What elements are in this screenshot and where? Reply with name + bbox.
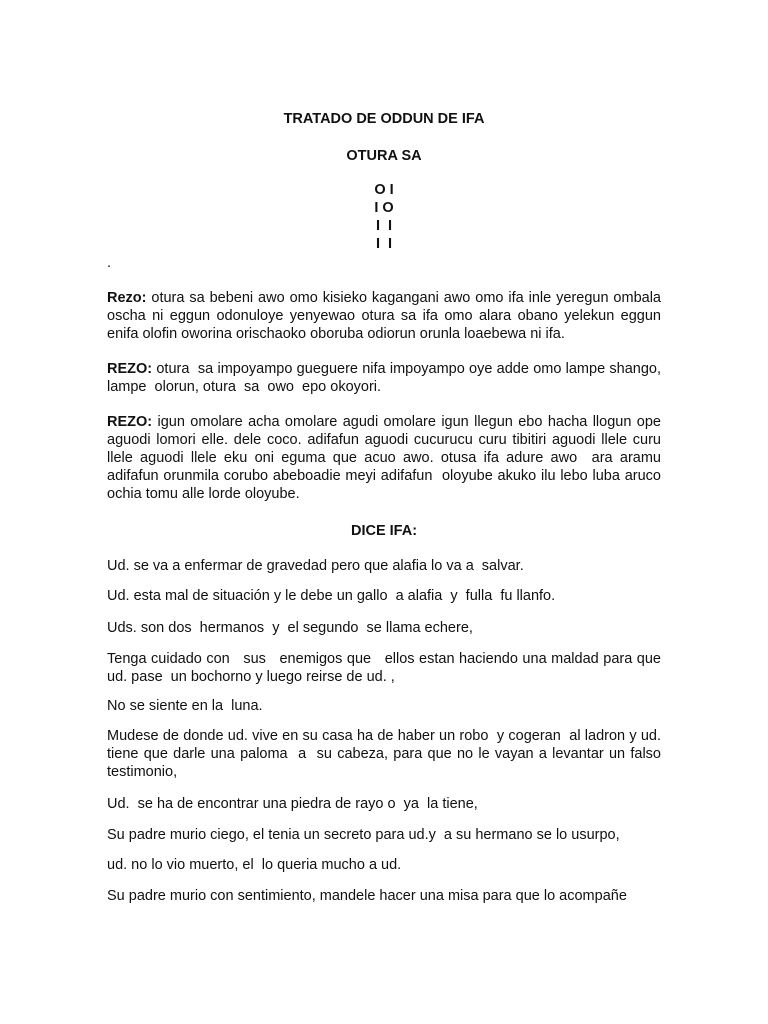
dice-item: Tenga cuidado con sus enemigos que ellos estan haciendo una maldad para que ud. pase un bochorno y luego reirse de ud. , [107, 651, 666, 685]
rezo-text: otura sa impoyampo gueguere nifa impoyampo oye adde omo lampe shango, lampe olorun, otura sa owo epo okoyori. [107, 361, 666, 395]
dice-item: No se siente en la luna. [107, 698, 263, 714]
dice-item: Su padre murio con sentimiento, mandele hacer una misa para que lo acompañe [107, 888, 627, 904]
document-title: TRATADO DE ODDUN DE IFA [283, 111, 485, 127]
rezo-paragraph-3 [107, 413, 666, 503]
dice-item: Uds. son dos hermanos y el segundo se llama echere, [107, 620, 473, 636]
dice-item: Mudese de donde ud. vive en su casa ha de haber un robo y cogeran al ladron y ud. tiene que darle una paloma a su cabeza, para que no le vayan a levantar un falso testimonio, [107, 728, 670, 780]
rezo-text: igun omolare acha omolare agudi omolare igun llegun ebo hacha llogun ope aguodi lomori elle. dele coco. adifafun aguodi cucurucu curu tibitiri aguodi llele curu llele aguodi llele eku oni eguma que acuo awo. otusa ifa adure awo ara aramu adifafun orunmila corubo abeboadie meyi adifafun oloyube akuko ilu lebo luba aruco ochia tomu alle lorde oloyube. [107, 414, 666, 502]
sign-line-4: I I [375, 236, 393, 252]
stray-dot: . [107, 255, 112, 271]
sign-line-3: I I [375, 218, 393, 234]
rezo-paragraph-2 [107, 360, 666, 396]
rezo-paragraph-1 [107, 289, 666, 343]
dice-item: Ud. se va a enfermar de gravedad pero que alafia lo va a salvar. [107, 558, 524, 574]
dice-item: Ud. esta mal de situación y le debe un gallo a alafia y fulla fu llanfo. [107, 588, 556, 604]
sign-line-1: O I [374, 182, 394, 198]
rezo-label: REZO: [107, 361, 153, 377]
rezo-text: otura sa bebeni awo omo kisieko kagangani awo omo ifa inle yeregun ombala oscha ni eggun odonuloye yenyewao otura sa ifa omo alara obano yelekun eggun enifa olofin oworina orischaoko oboruba odiorun orunla loaebewa ni ifa. [107, 290, 666, 342]
dice-item: Su padre murio ciego, el tenia un secreto para ud.y a su hermano se lo usurpo, [107, 827, 620, 843]
dice-item: Ud. se ha de encontrar una piedra de rayo o ya la tiene, [107, 796, 478, 812]
sign-line-2: I O [374, 200, 394, 216]
dice-item: ud. no lo vio muerto, el lo queria mucho a ud. [107, 857, 402, 873]
document-subtitle: OTURA SA [346, 148, 422, 164]
rezo-label: REZO: [107, 414, 153, 430]
rezo-label: Rezo: [107, 290, 147, 306]
dice-ifa-heading: DICE IFA: [350, 523, 418, 539]
